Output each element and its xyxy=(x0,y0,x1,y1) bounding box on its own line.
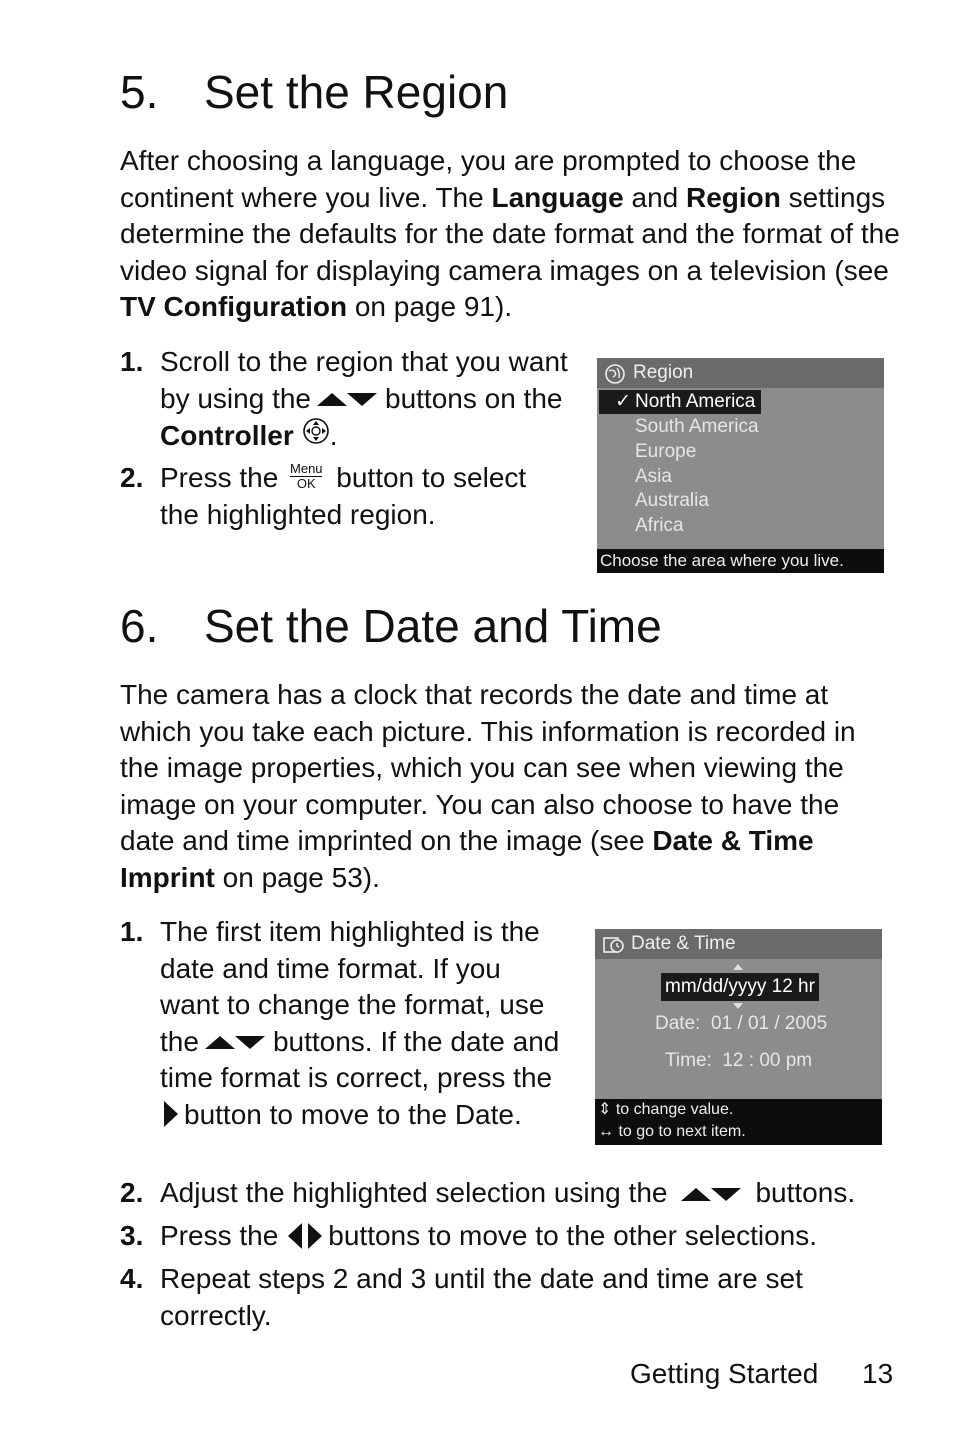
up-down-hint-icon: ⇕ xyxy=(598,1101,612,1118)
region-item[interactable]: Africa xyxy=(635,515,684,536)
region-item[interactable]: South America xyxy=(635,416,759,437)
region-item-label: North America xyxy=(635,391,756,412)
intro-text: on page 53). xyxy=(214,861,380,893)
step-number: 1. xyxy=(120,916,144,947)
section-5-title: Set the Region xyxy=(204,66,509,118)
step-text: Repeat steps 2 and 3 until the date and time are set correctly. xyxy=(160,1263,803,1331)
hint-text: to change value. xyxy=(615,1101,734,1118)
scroll-down-icon xyxy=(733,1003,743,1009)
up-down-arrows-icon xyxy=(681,1185,743,1205)
step-bold-controller: Controller xyxy=(160,420,294,452)
step-text: buttons on the xyxy=(385,382,563,414)
left-right-hint-icon: ↔ xyxy=(598,1123,614,1140)
section-5-step-1 xyxy=(120,344,570,459)
step-text: Press the xyxy=(160,462,279,493)
footer-page-number: 13 xyxy=(862,1358,894,1389)
right-arrow-icon xyxy=(308,1223,322,1249)
section-5-intro xyxy=(120,143,900,326)
step-number: 2. xyxy=(120,462,144,493)
step-text: . xyxy=(329,420,338,452)
left-arrow-icon xyxy=(288,1223,302,1249)
intro-bold-region: Region xyxy=(686,181,781,213)
date-time-screen xyxy=(595,929,882,1145)
up-down-arrows-icon xyxy=(205,1033,267,1053)
section-6-intro xyxy=(120,677,900,896)
date-time-screen-footer xyxy=(595,1099,882,1145)
region-screen xyxy=(597,358,884,573)
intro-text: and xyxy=(623,181,686,213)
step-number: 4. xyxy=(120,1263,144,1294)
step-text: buttons to move to the other selections. xyxy=(328,1220,818,1251)
section-6-heading xyxy=(120,600,662,652)
intro-text: settings determine the defaults for the date format and the format of the video signal for displaying camera images on a television (see xyxy=(120,181,900,286)
intro-bold-date-time-imprint: Date & Time Imprint xyxy=(120,825,814,893)
time-label: Time: xyxy=(665,1050,712,1071)
ok-label: OK xyxy=(296,476,316,492)
section-6-title: Set the Date and Time xyxy=(204,600,662,652)
hint-next-item xyxy=(598,1121,882,1143)
section-5-number: 5. xyxy=(120,66,159,118)
date-time-screen-title-bar xyxy=(595,929,882,959)
date-row[interactable] xyxy=(655,1012,827,1036)
intro-text: After choosing a language, you are prompted to choose the continent where you live. The xyxy=(120,145,857,213)
section-5-step-2 xyxy=(120,460,570,534)
step-text: buttons. If the date and time format is correct, press the xyxy=(160,1025,560,1093)
clock-icon xyxy=(602,934,626,966)
hint-change-value xyxy=(598,1099,882,1121)
intro-bold-tv-configuration: TV Configuration xyxy=(120,291,348,322)
section-6-step-3 xyxy=(120,1218,900,1255)
region-screen-title: Region xyxy=(633,362,694,383)
region-item[interactable]: Australia xyxy=(635,490,709,511)
step-text: buttons. xyxy=(755,1177,856,1208)
date-time-screen-title: Date & Time xyxy=(631,933,736,954)
date-value: 01 / 01 / 2005 xyxy=(710,1013,828,1034)
section-6-step-1 xyxy=(120,914,565,1133)
date-format-selected[interactable]: mm/dd/yyyy 12 hr xyxy=(661,973,819,1001)
step-text: Press the xyxy=(160,1220,279,1251)
intro-text: The camera has a clock that records the date and time at which you take each picture. This information is recorded in the image properties, which you can see when viewing the image on your computer. You can also choose to have the date and time imprinted on the image (see xyxy=(120,679,856,856)
section-5-heading xyxy=(120,66,508,118)
time-value: 12 : 00 pm xyxy=(722,1050,813,1071)
intro-bold-language: Language xyxy=(491,181,624,213)
footer-section-name: Getting Started xyxy=(630,1358,819,1389)
step-text: Scroll to the region that you want by using the xyxy=(160,346,568,414)
scroll-up-icon xyxy=(733,964,743,970)
right-arrow-icon xyxy=(164,1101,178,1127)
menu-label: Menu xyxy=(290,461,323,477)
region-item[interactable]: Europe xyxy=(635,441,697,462)
step-text: button to move to the Date. xyxy=(184,1098,522,1130)
time-row[interactable] xyxy=(665,1049,812,1073)
section-6-step-4 xyxy=(120,1261,820,1334)
step-text: Adjust the highlighted selection using the xyxy=(160,1177,668,1208)
up-down-arrows-icon xyxy=(317,390,379,410)
date-label: Date: xyxy=(655,1013,701,1034)
region-item[interactable]: Asia xyxy=(635,466,672,487)
menu-ok-button-icon xyxy=(286,462,326,491)
intro-text: on page 91). xyxy=(347,291,513,322)
section-6-number: 6. xyxy=(120,600,159,652)
step-number: 2. xyxy=(120,1177,144,1208)
step-text: The first item highlighted is the date and time format. If you want to change the format, use the xyxy=(160,916,545,1057)
section-6-step-2 xyxy=(120,1175,900,1212)
step-number: 1. xyxy=(120,346,144,377)
step-number: 3. xyxy=(120,1220,144,1251)
controller-icon xyxy=(302,417,330,455)
step-text: button to select the highlighted region. xyxy=(160,462,527,531)
checkmark-icon: ✓ xyxy=(615,391,631,412)
region-item-selected[interactable] xyxy=(599,390,761,414)
hint-text: to go to next item. xyxy=(618,1123,746,1140)
region-screen-footer: Choose the area where you live. xyxy=(597,549,884,573)
region-screen-title-bar xyxy=(597,358,884,388)
